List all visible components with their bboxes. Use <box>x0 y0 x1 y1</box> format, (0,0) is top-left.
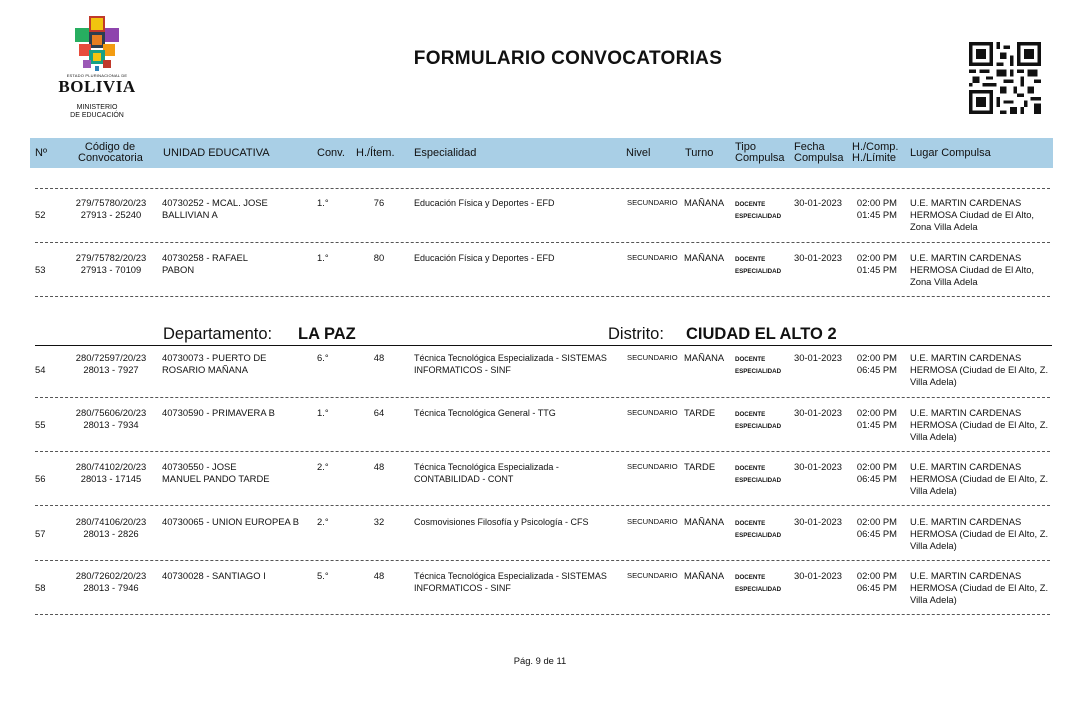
cell-code <box>58 352 164 376</box>
row-separator <box>35 451 1050 452</box>
cell-tipo-line2: ESPECIALIDAD <box>735 477 782 484</box>
cell-spec: Educación Física y Deportes - EFD <box>414 253 555 263</box>
cell-lugar: U.E. MARTIN CARDENAS HERMOSA (Ciudad de El Alto, Z. Villa Adela) <box>910 407 1049 442</box>
cell-code-line1: 280/72597/20/23 <box>75 352 147 363</box>
cell-hora-line2: 01:45 PM <box>856 419 897 430</box>
cell-num: 54 <box>35 364 46 375</box>
cell-code <box>58 516 164 540</box>
col-fecha-line1: Fecha <box>794 141 825 153</box>
cell-turno: MAÑANA <box>684 252 725 263</box>
col-code-line2: Convocatoria <box>78 152 143 164</box>
cell-unit: 40730065 - UNION EUROPEA B <box>162 516 300 527</box>
cell-spec: Técnica Tecnológica Especializada - SISTEMAS INFORMATICOS - SINF <box>414 353 607 375</box>
cell-fecha: 30-01-2023 <box>794 570 842 581</box>
cell-hora-line2: 01:45 PM <box>856 209 897 220</box>
cell-fecha: 30-01-2023 <box>794 461 842 472</box>
cell-conv: 1.° <box>317 197 329 208</box>
col-hora-line1: H./Comp. <box>852 141 899 153</box>
cell-hora-line1: 02:00 PM <box>856 252 897 263</box>
department-value-text: LA PAZ <box>298 325 356 343</box>
cell-hora <box>850 461 897 485</box>
cell-num: 56 <box>35 473 46 484</box>
cell-spec: Cosmovisiones Filosofía y Psicología - CFS <box>414 517 589 527</box>
cell-fecha: 30-01-2023 <box>794 516 842 527</box>
cell-hora-line1: 02:00 PM <box>856 197 897 208</box>
cell-item: 48 <box>373 352 385 363</box>
col-num: Nº <box>35 147 47 159</box>
cell-item: 48 <box>373 461 385 472</box>
col-turno: Turno <box>685 147 714 159</box>
cell-fecha: 30-01-2023 <box>794 352 842 363</box>
cell-lugar: U.E. MARTIN CARDENAS HERMOSA Ciudad de El Alto, Zona Villa Adela <box>910 197 1035 232</box>
cell-conv: 1.° <box>317 407 329 418</box>
cell-code-line2: 27913 - 70109 <box>80 264 142 275</box>
cell-code <box>58 570 164 594</box>
row-separator <box>35 614 1050 615</box>
section-divider <box>35 345 1052 346</box>
col-fecha <box>794 142 844 164</box>
cell-nivel: SECUNDARIO <box>627 253 678 262</box>
cell-turno: MAÑANA <box>684 352 725 363</box>
row-separator <box>35 242 1050 243</box>
cell-tipo-line1: DOCENTE <box>735 520 766 527</box>
row-separator <box>35 560 1050 561</box>
cell-tipo-line1: DOCENTE <box>735 201 766 208</box>
cell-lugar: U.E. MARTIN CARDENAS HERMOSA (Ciudad de El Alto, Z. Villa Adela) <box>910 352 1049 387</box>
col-fecha-line2: Compulsa <box>794 152 844 164</box>
cell-tipo-line2: ESPECIALIDAD <box>735 586 782 593</box>
cell-hora-line1: 02:00 PM <box>856 570 897 581</box>
cell-num: 52 <box>35 209 46 220</box>
cell-tipo <box>735 518 781 542</box>
cell-lugar: U.E. MARTIN CARDENAS HERMOSA Ciudad de El Alto, Zona Villa Adela <box>910 252 1035 287</box>
cell-hora <box>850 516 897 540</box>
col-code <box>78 142 142 164</box>
cell-unit: 40730550 - JOSE MANUEL PANDO TARDE <box>162 461 270 484</box>
cell-lugar: U.E. MARTIN CARDENAS HERMOSA (Ciudad de El Alto, Z. Villa Adela) <box>910 570 1049 605</box>
cell-unit: 40730028 - SANTIAGO I <box>162 570 266 581</box>
cell-code-line1: 280/75606/20/23 <box>75 407 147 418</box>
cell-unit: 40730252 - MCAL. JOSE BALLIVIAN A <box>162 197 268 220</box>
cell-spec: Técnica Tecnológica General - TTG <box>414 408 556 418</box>
district-label: Distrito: <box>608 325 664 343</box>
cell-tipo-line2: ESPECIALIDAD <box>735 213 782 220</box>
cell-code-line2: 28013 - 2826 <box>83 528 139 539</box>
cell-num: 53 <box>35 264 46 275</box>
cell-conv: 5.° <box>317 570 329 581</box>
cell-hora <box>850 197 897 221</box>
cell-tipo-line1: DOCENTE <box>735 411 766 418</box>
logo-state-line: ESTADO PLURINACIONAL DE <box>66 73 128 78</box>
table-row <box>0 516 1080 566</box>
cell-tipo-line2: ESPECIALIDAD <box>735 532 782 539</box>
cell-turno: MAÑANA <box>684 570 725 581</box>
col-nivel: Nivel <box>626 147 651 159</box>
cell-conv: 2.° <box>317 516 329 527</box>
cell-hora <box>850 352 897 376</box>
cell-hora-line1: 02:00 PM <box>856 516 897 527</box>
cell-hora <box>850 407 897 431</box>
cell-tipo <box>735 254 781 278</box>
district-value <box>686 325 837 343</box>
cell-spec: Técnica Tecnológica Especializada - SISTEMAS INFORMATICOS - SINF <box>414 571 607 593</box>
cell-code-line1: 280/74106/20/23 <box>75 516 147 527</box>
cell-spec: Técnica Tecnológica Especializada - CONTABILIDAD - CONT <box>414 462 559 484</box>
cell-item: 32 <box>373 516 385 527</box>
cell-code-line2: 28013 - 7946 <box>83 582 139 593</box>
cell-unit: 40730258 - RAFAEL PABON <box>162 252 248 275</box>
cell-tipo <box>735 409 781 433</box>
page-number: Pág. 9 de 11 <box>513 655 567 666</box>
cell-nivel: SECUNDARIO <box>627 353 678 362</box>
cell-lugar: U.E. MARTIN CARDENAS HERMOSA (Ciudad de El Alto, Z. Villa Adela) <box>910 516 1049 551</box>
row-separator <box>35 188 1050 189</box>
cell-code <box>58 197 164 221</box>
logo-ministry-line1: MINISTERIO <box>76 104 118 111</box>
logo-country: BOLIVIA <box>58 77 136 96</box>
cell-nivel: SECUNDARIO <box>627 571 678 580</box>
cell-turno: MAÑANA <box>684 516 725 527</box>
cell-tipo-line2: ESPECIALIDAD <box>735 268 782 275</box>
cell-item: 48 <box>373 570 385 581</box>
cell-code-line2: 28013 - 17145 <box>80 473 142 484</box>
cell-spec: Educación Física y Deportes - EFD <box>414 198 555 208</box>
department-value <box>298 325 356 343</box>
cell-code-line1: 280/72602/20/23 <box>75 570 147 581</box>
qr-code-icon <box>968 42 1042 114</box>
cell-code-line2: 27913 - 25240 <box>80 209 142 220</box>
cell-fecha: 30-01-2023 <box>794 407 842 418</box>
cell-code <box>58 407 164 431</box>
cell-hora-line1: 02:00 PM <box>856 461 897 472</box>
cell-num: 58 <box>35 582 46 593</box>
cell-nivel: SECUNDARIO <box>627 517 678 526</box>
cell-tipo-line1: DOCENTE <box>735 465 766 472</box>
cell-fecha: 30-01-2023 <box>794 197 842 208</box>
cell-tipo <box>735 354 781 378</box>
col-tipo <box>735 142 785 164</box>
cell-tipo <box>735 199 781 223</box>
cell-hora-line2: 06:45 PM <box>856 528 897 539</box>
col-tipo-line2: Compulsa <box>735 152 785 164</box>
cell-code <box>58 461 164 485</box>
department-label: Departamento: <box>163 325 273 343</box>
row-separator <box>35 296 1050 297</box>
col-unit: UNIDAD EDUCATIVA <box>163 147 270 159</box>
cell-turno: TARDE <box>684 461 716 472</box>
cell-tipo <box>735 572 781 596</box>
document-title: FORMULARIO CONVOCATORIAS <box>413 48 723 69</box>
table-row <box>0 461 1080 511</box>
cell-unit: 40730590 - PRIMAVERA B <box>162 407 275 418</box>
cell-item: 64 <box>373 407 385 418</box>
cell-hora <box>850 570 897 594</box>
cell-tipo <box>735 463 781 487</box>
cell-lugar: U.E. MARTIN CARDENAS HERMOSA (Ciudad de El Alto, Z. Villa Adela) <box>910 461 1049 496</box>
cell-tipo-line2: ESPECIALIDAD <box>735 423 782 430</box>
cell-item: 76 <box>373 197 385 208</box>
cell-hora-line1: 02:00 PM <box>856 352 897 363</box>
district-value-text: CIUDAD EL ALTO 2 <box>686 325 837 343</box>
row-separator <box>35 505 1050 506</box>
cell-turno: MAÑANA <box>684 197 725 208</box>
cell-hora-line2: 01:45 PM <box>856 264 897 275</box>
col-spec: Especialidad <box>414 147 477 159</box>
cell-code-line1: 279/75780/20/23 <box>75 197 147 208</box>
cell-hora-line2: 06:45 PM <box>856 473 897 484</box>
cell-code-line2: 28013 - 7927 <box>83 364 139 375</box>
col-code-line1: Código de <box>84 141 136 153</box>
cell-num: 57 <box>35 528 46 539</box>
cell-item: 80 <box>373 252 385 263</box>
cell-code-line1: 279/75782/20/23 <box>75 252 147 263</box>
cell-tipo-line1: DOCENTE <box>735 574 766 581</box>
col-item: H./Ítem. <box>356 147 395 159</box>
cell-hora-line2: 06:45 PM <box>856 582 897 593</box>
table-row <box>0 197 1080 247</box>
cell-unit: 40730073 - PUERTO DE ROSARIO MAÑANA <box>162 352 267 375</box>
cell-nivel: SECUNDARIO <box>627 198 678 207</box>
table-row <box>0 407 1080 457</box>
col-tipo-line1: Tipo <box>735 141 756 153</box>
cell-fecha: 30-01-2023 <box>794 252 842 263</box>
cell-hora <box>850 252 897 276</box>
cell-turno: TARDE <box>684 407 716 418</box>
table-row <box>0 252 1080 302</box>
cell-num: 55 <box>35 419 46 430</box>
cell-tipo-line1: DOCENTE <box>735 256 766 263</box>
col-hora-line2: H./Límite <box>852 152 897 164</box>
cell-code <box>58 252 164 276</box>
cell-conv: 1.° <box>317 252 329 263</box>
cell-hora-line2: 06:45 PM <box>856 364 897 375</box>
cell-tipo-line2: ESPECIALIDAD <box>735 368 782 375</box>
col-lugar: Lugar Compulsa <box>910 147 991 159</box>
row-separator <box>35 397 1050 398</box>
cell-conv: 6.° <box>317 352 329 363</box>
table-header <box>30 138 1053 168</box>
table-row <box>0 570 1080 620</box>
logo-ministry-line2: DE EDUCACIÓN <box>70 112 124 119</box>
cell-nivel: SECUNDARIO <box>627 408 678 417</box>
cell-tipo-line1: DOCENTE <box>735 356 766 363</box>
cell-conv: 2.° <box>317 461 329 472</box>
cell-code-line2: 28013 - 7934 <box>83 419 139 430</box>
table-row <box>0 352 1080 402</box>
col-hora <box>852 142 898 164</box>
cell-hora-line1: 02:00 PM <box>856 407 897 418</box>
col-conv: Conv. <box>317 147 345 159</box>
cell-code-line1: 280/74102/20/23 <box>75 461 147 472</box>
cell-nivel: SECUNDARIO <box>627 462 678 471</box>
